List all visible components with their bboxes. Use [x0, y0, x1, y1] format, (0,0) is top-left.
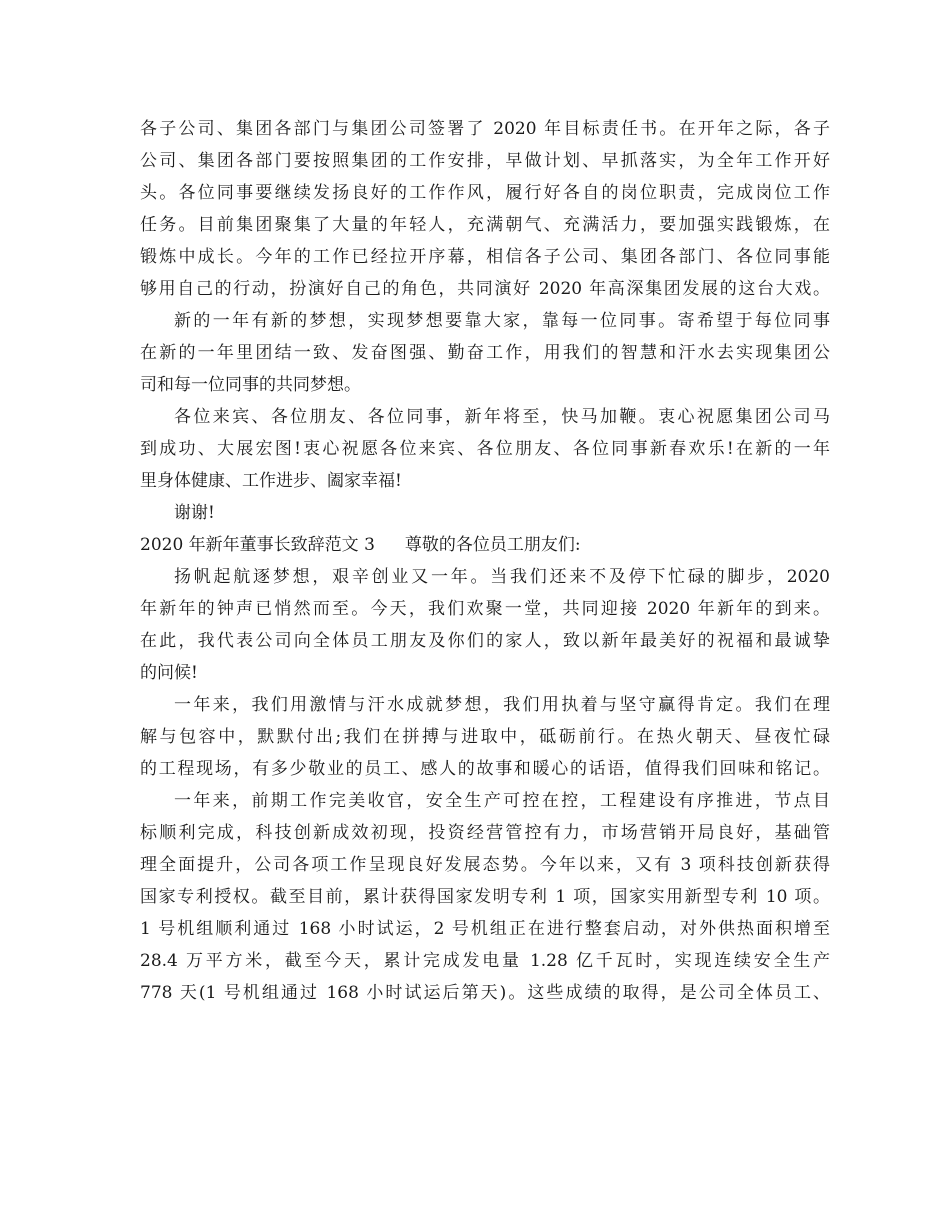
text-line: 新的一年有新的梦想，实现梦想要靠大家，靠每一位同事。寄希望于每位同事 — [174, 311, 830, 331]
text-line: 各位来宾、各位朋友、各位同事，新年将至，快马加鞭。衷心祝愿集团公司马 — [174, 407, 830, 427]
paragraph-new-year-wishes — [140, 401, 830, 497]
text-line: 任务。目前集团聚集了大量的年轻人，充满朝气、充满活力，要加强实践锻炼，在 — [140, 215, 830, 235]
document-page — [140, 113, 830, 1009]
text-line: 的工程现场，有多少敬业的员工、感人的故事和暖心的话语，值得我们回味和铭记。 — [140, 759, 830, 779]
text-line: 在此，我代表公司向全体员工朋友及你们的家人，致以新年最美好的祝福和最诚挚 — [140, 631, 830, 651]
text-line: 一年来，我们用激情与汗水成就梦想，我们用执着与坚守赢得肯定。我们在理 — [174, 695, 830, 715]
heading-title: 2020 年新年董事长致辞范文 3 — [140, 535, 375, 555]
text-line: 年新年的钟声已悄然而至。今天，我们欢聚一堂，共同迎接 2020 年新年的到来。 — [140, 599, 830, 619]
heading-greeting: 尊敬的各位员工朋友们: — [404, 535, 581, 555]
text-line: 里身体健康、工作进步、阖家幸福! — [140, 471, 402, 491]
text-line: 锻炼中成长。今年的工作已经拉开序幕，相信各子公司、集团各部门、各位同事能 — [140, 247, 830, 267]
text-line: 在新的一年里团结一致、发奋图强、勤奋工作，用我们的智慧和汗水去实现集团公 — [140, 343, 830, 363]
text-line: 头。各位同事要继续发扬良好的工作作风，履行好各自的岗位职责，完成岗位工作 — [140, 183, 830, 203]
text-line: 标顺利完成，科技创新成效初现，投资经营管控有力，市场营销开局良好，基础管 — [140, 823, 830, 843]
text-line: 司和每一位同事的共同梦想。 — [140, 375, 361, 395]
thanks-line: 谢谢! — [174, 503, 215, 523]
text-line: 解与包容中，默默付出;我们在拼搏与进取中，砥砺前行。在热火朝天、昼夜忙碌 — [140, 727, 830, 747]
text-line: 一年来，前期工作完美收官，安全生产可控在控，工程建设有序推进，节点目 — [174, 791, 830, 811]
text-line: 28.4 万平方米，截至今天，累计完成发电量 1.28 亿千瓦时，实现连续安全生产 — [140, 951, 830, 971]
text-line: 1 号机组顺利通过 168 小时试运，2 号机组正在进行整套启动，对外供热面积增至 — [140, 919, 830, 939]
text-line: 扬帆起航逐梦想，艰辛创业又一年。当我们还来不及停下忙碌的脚步，2020 — [174, 567, 830, 587]
text-line: 公司、集团各部门要按照集团的工作安排，早做计划、早抓落实，为全年工作开好 — [140, 151, 830, 171]
paragraph-new-dream — [140, 305, 830, 401]
text-line: 的问候! — [140, 663, 198, 683]
text-line: 理全面提升，公司各项工作呈现良好发展态势。今年以来，又有 3 项科技创新获得 — [140, 855, 830, 875]
paragraph-set-sail — [140, 561, 830, 689]
text-line: 国家专利授权。截至目前，累计获得国家发明专利 1 项，国家实用新型专利 10 项。 — [140, 887, 830, 907]
paragraph-achievements — [140, 785, 830, 1009]
text-line: 到成功、大展宏图!衷心祝愿各位来宾、各位朋友、各位同事新春欢乐!在新的一年 — [140, 439, 830, 459]
paragraph-passion-sweat — [140, 689, 830, 785]
paragraph-target-responsibility — [140, 113, 830, 305]
text-line: 够用自己的行动，扮演好自己的角色，共同演好 2020 年高深集团发展的这台大戏。 — [140, 279, 830, 299]
text-line: 各子公司、集团各部门与集团公司签署了 2020 年目标责任书。在开年之际，各子 — [140, 119, 830, 139]
section-heading — [140, 529, 830, 561]
text-line: 778 天(1 号机组通过 168 小时试运后第天)。这些成绩的取得，是公司全体员工、 — [140, 983, 830, 1003]
